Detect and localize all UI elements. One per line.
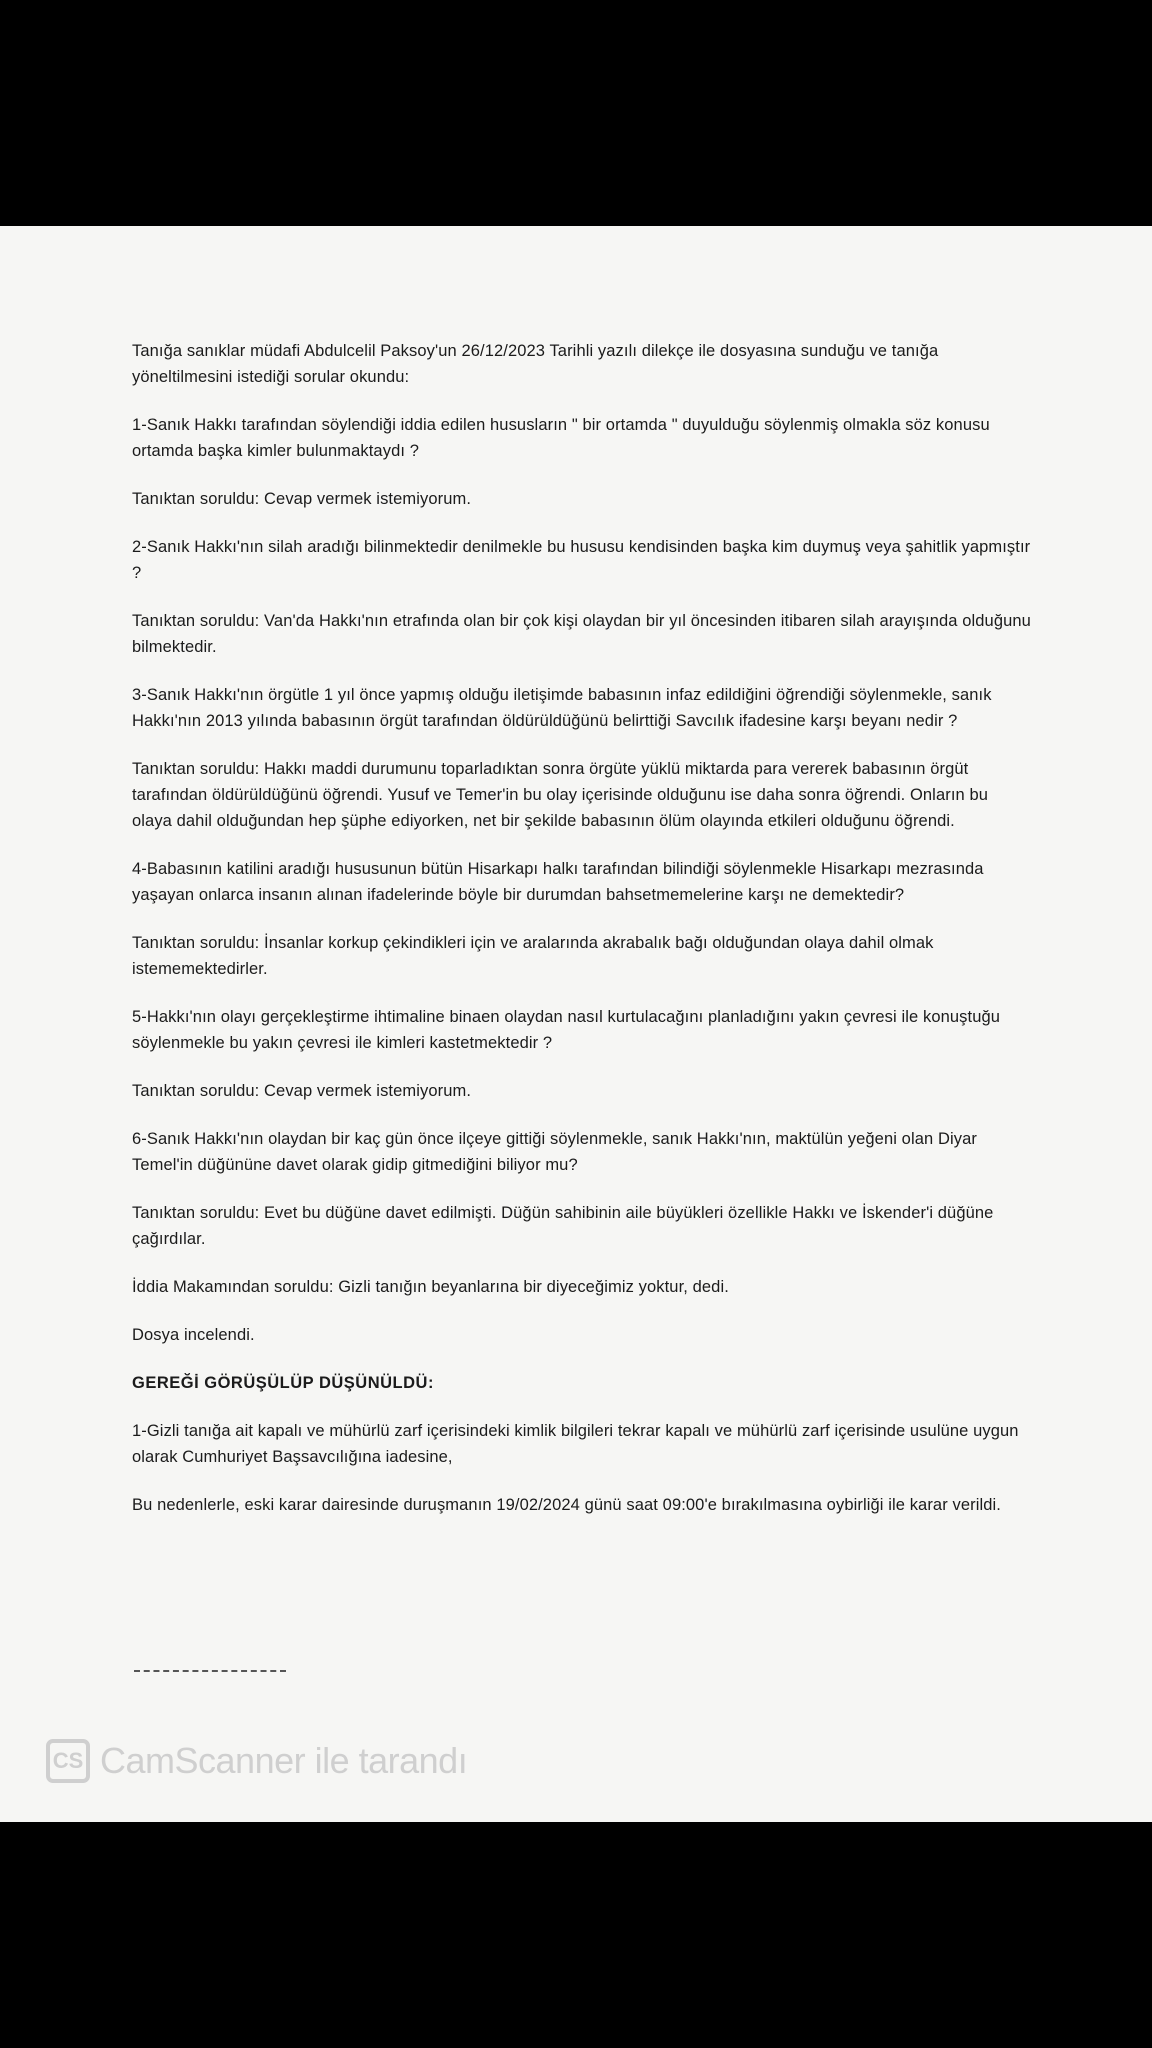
answer-1: Tanıktan soruldu: Cevap vermek istemiyorum. <box>132 490 472 508</box>
question-4: 4-Babasının katilini aradığı hususunun bütün Hisarkapı halkı tarafından bilindiği söylenmekle Hisarkapı mezrasında yaşayan onlarca insanın alınan ifadelerinde böyle bir durumdan bahsetmemelerine karşı ne demektedir? <box>132 860 984 904</box>
question-6: 6-Sanık Hakkı'nın olaydan bir kaç gün önce ilçeye gittiği söylenmekle, sanık Hakkı'nın, maktülün yeğeni olan Diyar Temel'in düğününe davet olarak gidip gitmediğini biliyor mu? <box>132 1130 977 1174</box>
question-2: 2-Sanık Hakkı'nın silah aradığı bilinmektedir denilmekle bu hususu kendisinden başka kim duymuş veya şahitlik yapmıştır ? <box>132 538 1031 582</box>
camscanner-logo-icon: CS <box>46 1739 90 1783</box>
answer-3: Tanıktan soruldu: Hakkı maddi durumunu toparladıktan sonra örgüte yüklü miktarda para vererek babasının örgüt tarafından öldürüldüğünü öğrendi. Yusuf ve Temer'in bu olay içerisinde olduğunu ise daha sonra öğrendi. Onların bu olaya dahil olduğundan hep şüphe ediyorken, net bir şekilde babasının ölüm olayında etkileri olduğunu öğrendi. <box>132 760 989 830</box>
camscanner-text: CamScanner ile tarandı <box>100 1740 468 1781</box>
answer-6: Tanıktan soruldu: Evet bu düğüne davet edilmişti. Düğün sahibinin aile büyükleri özellikle Hakkı ve İskender'i düğüne çağırdılar. <box>132 1204 994 1248</box>
prosecutor-statement: İddia Makamından soruldu: Gizli tanığın beyanlarına bir diyeceğimiz yoktur, dedi. <box>132 1278 729 1296</box>
decision-item-1: 1-Gizli tanığa ait kapalı ve mühürlü zarf içerisindeki kimlik bilgileri tekrar kapalı ve mühürlü zarf içerisinde usulüne uygun olarak Cumhuriyet Başsavcılığına iadesine, <box>132 1422 1019 1466</box>
document-body <box>132 338 1032 1540</box>
file-reviewed: Dosya incelendi. <box>132 1326 255 1344</box>
answer-5: Tanıktan soruldu: Cevap vermek istemiyorum. <box>132 1082 472 1100</box>
camscanner-watermark <box>46 1736 467 1786</box>
intro-paragraph: Tanığa sanıklar müdafi Abdulcelil Paksoy'un 26/12/2023 Tarihli yazılı dilekçe ile dosyasına sunduğu ve tanığa yöneltilmesini istediği sorular okundu: <box>132 342 939 386</box>
decision-conclusion: Bu nedenlerle, eski karar dairesinde duruşmanın 19/02/2024 günü saat 09:00'e bırakılmasına oybirliği ile karar verildi. <box>132 1496 1001 1514</box>
answer-2: Tanıktan soruldu: Van'da Hakkı'nın etrafında olan bir çok kişi olaydan bir yıl öncesinden itibaren silah arayışında olduğunu bilmektedir. <box>132 612 1031 656</box>
scanned-page <box>0 226 1152 1822</box>
signature-line <box>134 1658 286 1672</box>
decision-heading: GEREĞİ GÖRÜŞÜLÜP DÜŞÜNÜLDÜ: <box>132 1374 434 1392</box>
question-3: 3-Sanık Hakkı'nın örgütle 1 yıl önce yapmış olduğu iletişimde babasının infaz edildiğini öğrendiği söylenmekle, sanık Hakkı'nın 2013 yılında babasının örgüt tarafından öldürüldüğünü belirttiği Savcılık ifadesine karşı beyanı nedir ? <box>132 686 992 730</box>
question-1: 1-Sanık Hakkı tarafından söylendiği iddia edilen hususların " bir ortamda " duyulduğu söylenmiş olmakla söz konusu ortamda başka kimler bulunmaktaydı ? <box>132 416 990 460</box>
question-5: 5-Hakkı'nın olayı gerçekleştirme ihtimaline binaen olaydan nasıl kurtulacağını planladığını yakın çevresi ile konuştuğu söylenmekle bu yakın çevresi ile kimleri kastetmektedir ? <box>132 1008 1001 1052</box>
answer-4: Tanıktan soruldu: İnsanlar korkup çekindikleri için ve aralarında akrabalık bağı olduğundan olaya dahil olmak istememektedirler. <box>132 934 934 978</box>
